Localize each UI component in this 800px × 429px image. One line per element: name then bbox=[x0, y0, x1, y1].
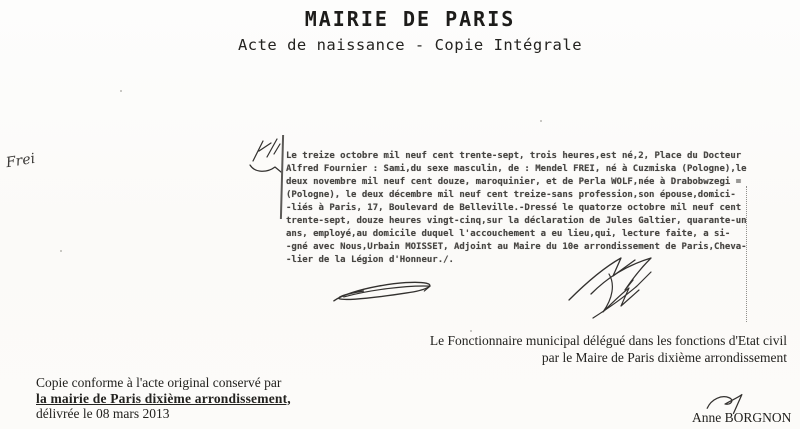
act-line: ans, employé,au domicile duquel l'accouchement a eu lieu,qui, lecture faite, a si- bbox=[286, 229, 731, 239]
act-line: -gné avec Nous,Urbain MOISSET, Adjoint au Maire du 10e arrondissement de Paris,Cheva- bbox=[286, 242, 747, 252]
scan-fold-dotted-line bbox=[746, 186, 747, 322]
official-function-caption bbox=[317, 333, 787, 366]
scan-speck bbox=[60, 250, 62, 252]
official-caption-line2: par le Maire de Paris dixième arrondissement bbox=[541, 349, 787, 365]
act-line: deux novembre mil neuf cent douze, maroquinier, et de Perla WOLF,née à Drabobwzegi = bbox=[286, 177, 742, 187]
certification-line1: Copie conforme à l'acte original conservé par bbox=[36, 375, 282, 390]
declarant-signature-icon bbox=[330, 276, 438, 308]
scan-speck bbox=[540, 120, 542, 122]
act-line: Alfred Fournier : Sami,du sexe masculin, de : Mendel FREI, né à Cuzmiska (Pologne),le bbox=[286, 164, 747, 174]
handwritten-margin-note: Frei bbox=[4, 150, 37, 172]
act-line: trente-sept, douze heures vingt-cinq,sur la déclaration de Jules Galtier, quarante-un bbox=[286, 216, 747, 226]
certification-line2: la mairie de Paris dixième arrondissement, bbox=[36, 390, 291, 406]
official-caption-line1: Le Fonctionnaire municipal délégué dans les fonctions d'Etat civil bbox=[429, 333, 787, 348]
document-header bbox=[110, 7, 710, 54]
scan-speck bbox=[470, 330, 472, 332]
scan-speck bbox=[120, 90, 122, 92]
officer-signature-icon bbox=[562, 250, 664, 328]
certification-line3: délivrée le 08 mars 2013 bbox=[36, 406, 170, 421]
act-line: -liés à Paris, 17, Boulevard de Belleville.-Dressé le quatorze octobre mil neuf cent bbox=[286, 203, 742, 213]
signatory-name: Anne BORGNON bbox=[692, 410, 792, 425]
act-text-block bbox=[286, 150, 752, 267]
page-title: MAIRIE DE PARIS bbox=[304, 7, 516, 31]
act-line: -lier de la Légion d'Honneur./. bbox=[286, 255, 454, 265]
act-line: Le treize octobre mil neuf cent trente-sept, trois heures,est né,2, Place du Docteur bbox=[286, 151, 742, 161]
page-subtitle: Acte de naissance - Copie Intégrale bbox=[237, 36, 583, 54]
certification-block bbox=[36, 375, 291, 422]
act-line: (Pologne), le deux décembre mil neuf cent treize-sans profession,son épouse,domici- bbox=[286, 190, 736, 200]
